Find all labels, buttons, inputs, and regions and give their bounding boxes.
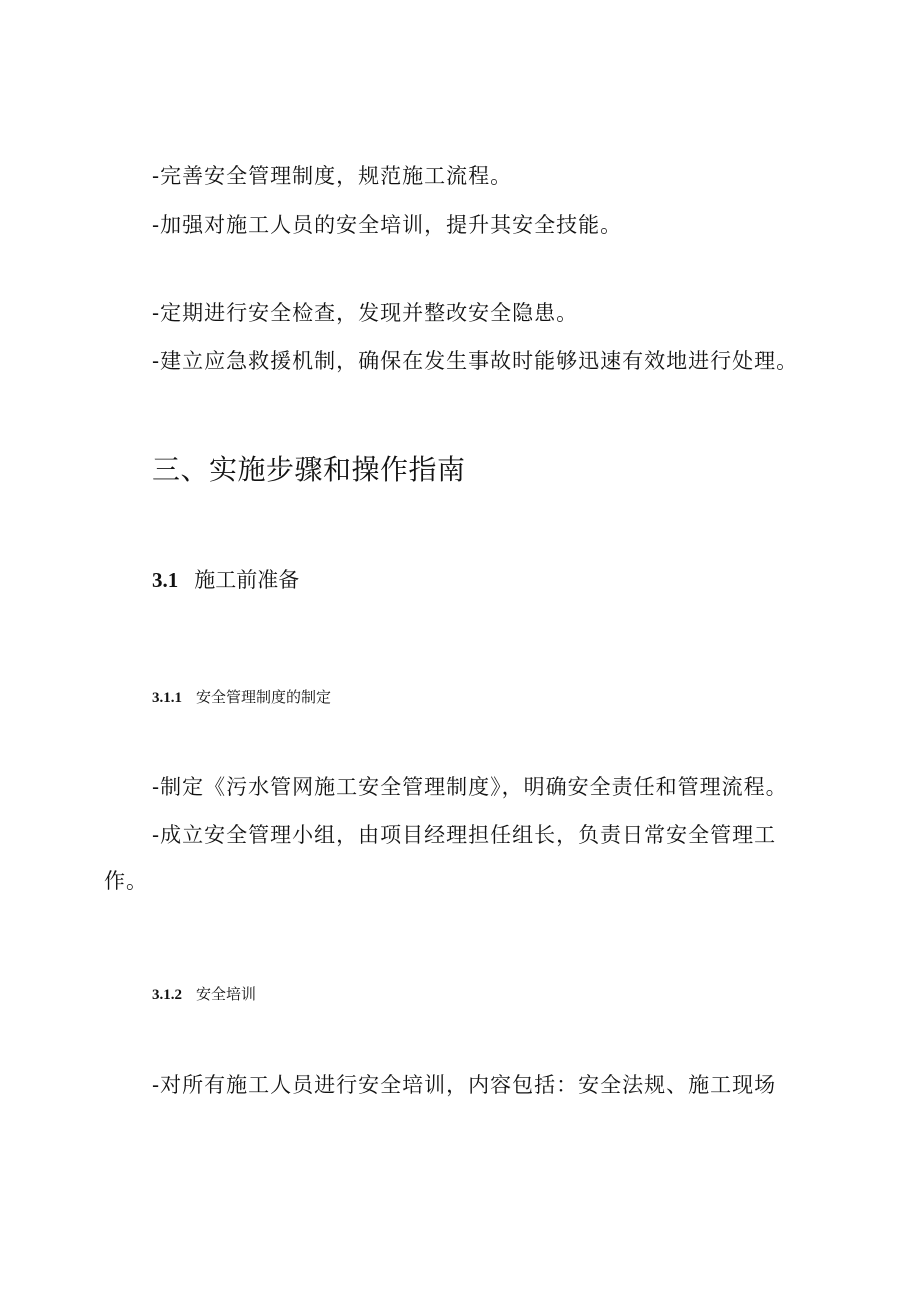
subsubsection-heading: [152, 686, 331, 709]
bullet-item: -完善安全管理制度，规范施工流程。: [152, 164, 513, 188]
subsubsection-number: 3.1.1: [152, 690, 182, 706]
bullet-item: -成立安全管理小组，由项目经理担任组长，负责日常安全管理工: [152, 823, 777, 847]
subsection-number: 3.1: [152, 568, 179, 592]
subsubsection-title: 安全培训: [196, 985, 257, 1003]
bullet-item: -建立应急救援机制，确保在发生事故时能够迅速有效地进行处理。: [152, 349, 799, 373]
bullet-item: -定期进行安全检查，发现并整改安全隐患。: [152, 301, 579, 325]
subsubsection-title: 安全管理制度的制定: [196, 688, 332, 706]
subsubsection-number: 3.1.2: [152, 987, 182, 1003]
bullet-item: -对所有施工人员进行安全培训，内容包括：安全法规、施工现场: [152, 1073, 777, 1097]
subsubsection-heading: [152, 983, 256, 1006]
bullet-item: -加强对施工人员的安全培训，提升其安全技能。: [152, 213, 623, 237]
section-heading: 三、实施步骤和操作指南: [152, 453, 466, 486]
bullet-item: -制定《污水管网施工安全管理制度》，明确安全责任和管理流程。: [152, 775, 788, 799]
subsection-heading: [152, 566, 299, 594]
bullet-item-continuation: 作。: [104, 869, 148, 893]
subsection-title: 施工前准备: [194, 568, 300, 592]
